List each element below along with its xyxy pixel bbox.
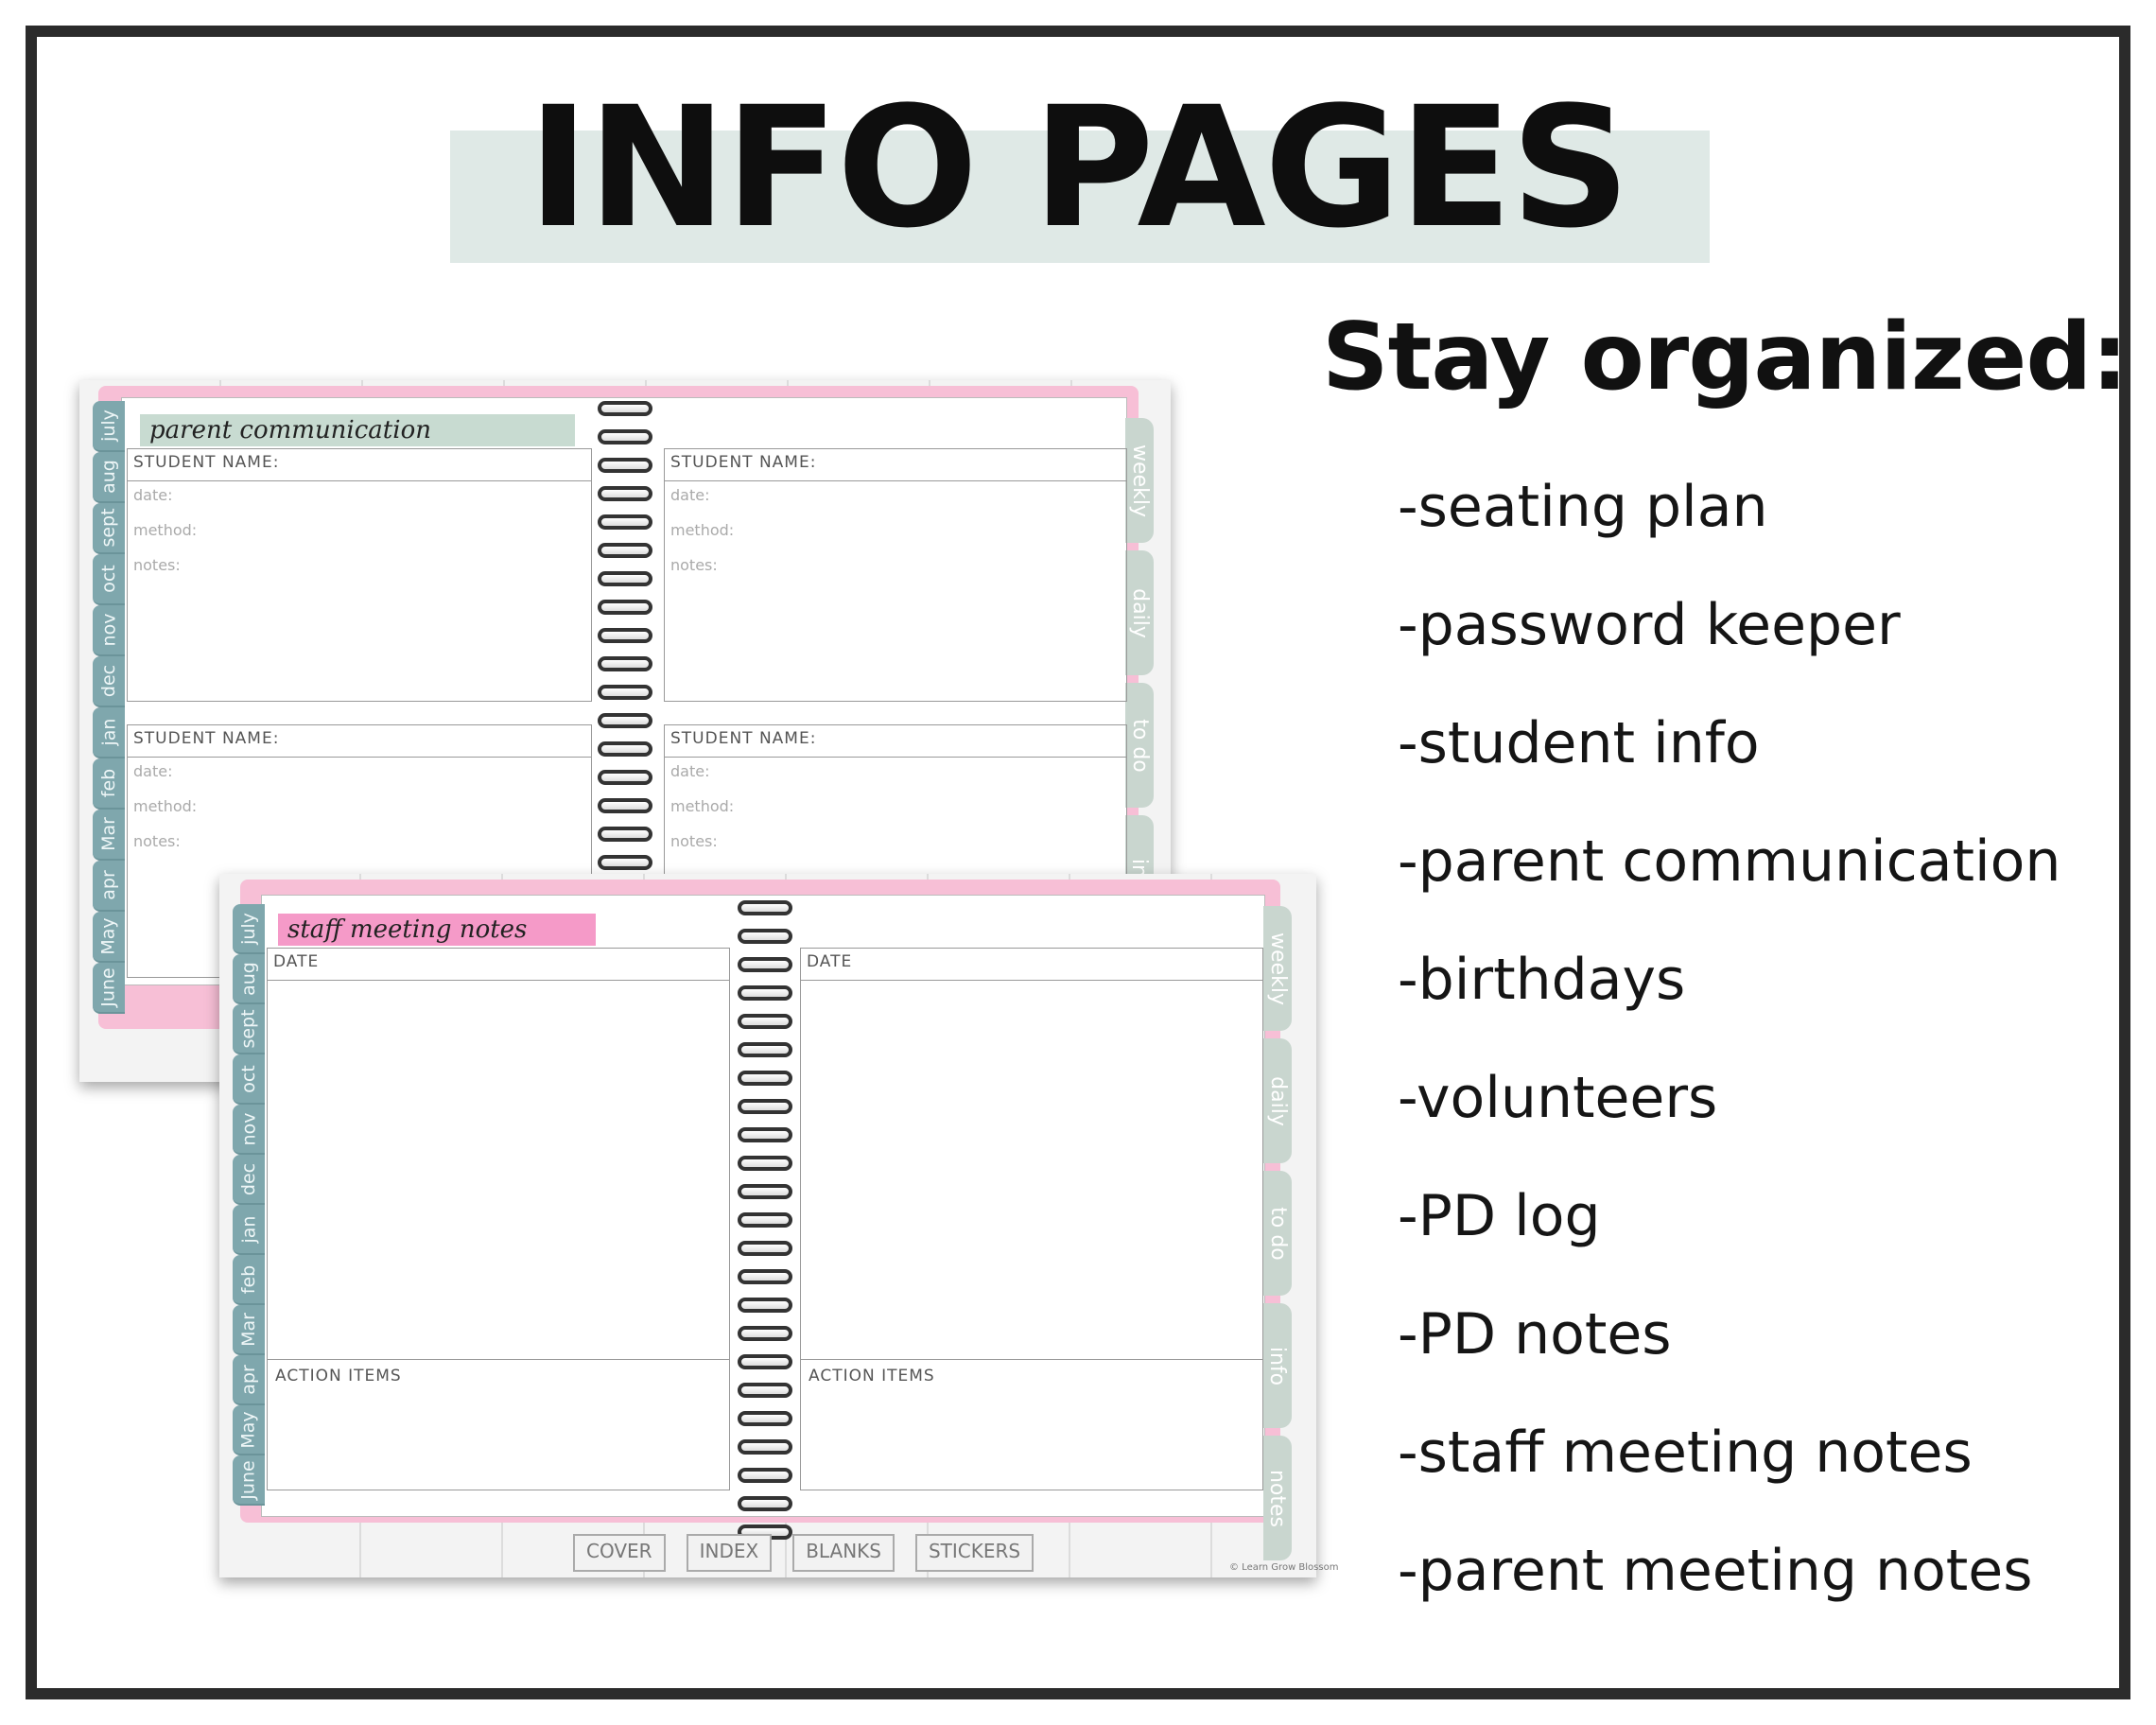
feature-item: -staff meeting notes <box>1398 1420 1973 1486</box>
feature-item: -PD log <box>1398 1183 1601 1249</box>
student-card <box>664 448 1127 702</box>
month-tab-aug[interactable]: aug <box>233 954 265 1004</box>
section-tab-notes[interactable]: notes <box>1263 1436 1292 1560</box>
month-tab-oct[interactable]: oct <box>233 1054 265 1105</box>
method-label: method: <box>670 797 735 815</box>
section-divider <box>268 1359 729 1360</box>
month-tab-feb[interactable]: feb <box>93 758 125 810</box>
meeting-notes-right <box>800 948 1263 1490</box>
planner-page-title: staff meeting notes <box>278 914 596 946</box>
date-label: DATE <box>268 949 729 981</box>
month-tab-jan[interactable]: jan <box>233 1205 265 1255</box>
notes-label: notes: <box>670 556 718 574</box>
month-tab-july[interactable]: july <box>93 401 125 452</box>
student-name-label: STUDENT NAME: <box>128 449 591 481</box>
month-tab-nov[interactable]: nov <box>93 605 125 656</box>
feature-item: -password keeper <box>1398 592 1901 658</box>
section-tabs <box>1263 906 1292 1560</box>
feature-item: -birthdays <box>1398 947 1686 1013</box>
month-tab-dec[interactable]: dec <box>233 1155 265 1205</box>
action-items-label: ACTION ITEMS <box>808 1367 935 1385</box>
student-name-label: STUDENT NAME: <box>665 449 1126 481</box>
date-label: date: <box>670 762 710 780</box>
action-items-label: ACTION ITEMS <box>275 1367 402 1385</box>
meeting-notes-left <box>267 948 730 1490</box>
section-tab-weekly[interactable]: weekly <box>1125 418 1154 543</box>
month-tab-dec[interactable]: dec <box>93 656 125 707</box>
nav-cover-button[interactable]: COVER <box>573 1534 666 1572</box>
notes-label: notes: <box>133 556 181 574</box>
feature-item: -parent meeting notes <box>1398 1538 2033 1604</box>
nav-stickers-button[interactable]: STICKERS <box>915 1534 1034 1572</box>
section-tab-daily[interactable]: daily <box>1125 550 1154 675</box>
section-tab-weekly[interactable]: weekly <box>1263 906 1292 1031</box>
month-tab-aug[interactable]: aug <box>93 452 125 503</box>
nav-index-button[interactable]: INDEX <box>687 1534 773 1572</box>
month-tab-sept[interactable]: sept <box>93 503 125 554</box>
month-tab-mar[interactable]: Mar <box>93 810 125 861</box>
planner-page-title: parent communication <box>140 414 575 446</box>
feature-item: -seating plan <box>1398 474 1768 540</box>
month-tab-may[interactable]: May <box>233 1405 265 1455</box>
section-tab-to-do[interactable]: to do <box>1263 1171 1292 1296</box>
month-tab-feb[interactable]: feb <box>233 1255 265 1305</box>
feature-item: -student info <box>1398 710 1760 776</box>
date-label: date: <box>133 762 173 780</box>
method-label: method: <box>670 521 735 539</box>
month-tabs <box>93 401 125 1014</box>
bottom-navigation <box>573 1534 1034 1572</box>
spiral-binding <box>738 900 792 1540</box>
date-label: date: <box>133 486 173 504</box>
month-tab-jan[interactable]: jan <box>93 707 125 758</box>
feature-item: -PD notes <box>1398 1301 1672 1368</box>
student-name-label: STUDENT NAME: <box>665 725 1126 758</box>
student-card <box>127 448 592 702</box>
copyright-text: © Learn Grow Blossom <box>1229 1562 1339 1573</box>
method-label: method: <box>133 797 198 815</box>
section-tab-daily[interactable]: daily <box>1263 1038 1292 1163</box>
month-tab-nov[interactable]: nov <box>233 1105 265 1155</box>
section-tab-info[interactable]: info <box>1263 1303 1292 1428</box>
notes-label: notes: <box>133 832 181 850</box>
section-divider <box>801 1359 1262 1360</box>
month-tab-oct[interactable]: oct <box>93 554 125 605</box>
feature-list <box>1398 473 2060 1655</box>
month-tabs <box>233 904 265 1506</box>
feature-item: -parent communication <box>1398 828 2061 895</box>
month-tab-sept[interactable]: sept <box>233 1004 265 1054</box>
section-tabs <box>1125 418 1154 940</box>
notes-label: notes: <box>670 832 718 850</box>
month-tab-mar[interactable]: Mar <box>233 1305 265 1355</box>
month-tab-apr[interactable]: apr <box>233 1355 265 1405</box>
month-tab-june[interactable]: June <box>233 1455 265 1506</box>
date-label: date: <box>670 486 710 504</box>
nav-blanks-button[interactable]: BLANKS <box>792 1534 895 1572</box>
student-name-label: STUDENT NAME: <box>128 725 591 758</box>
month-tab-apr[interactable]: apr <box>93 861 125 912</box>
month-tab-july[interactable]: july <box>233 904 265 954</box>
feature-item: -volunteers <box>1398 1065 1718 1131</box>
month-tab-may[interactable]: May <box>93 912 125 963</box>
feature-heading: Stay organized: <box>1322 304 2128 411</box>
month-tab-june[interactable]: June <box>93 963 125 1014</box>
date-label: DATE <box>801 949 1262 981</box>
page-title: INFO PAGES <box>527 71 1629 265</box>
planner-mockup-staff-meeting-notes <box>219 874 1339 1577</box>
section-tab-to-do[interactable]: to do <box>1125 683 1154 808</box>
method-label: method: <box>133 521 198 539</box>
